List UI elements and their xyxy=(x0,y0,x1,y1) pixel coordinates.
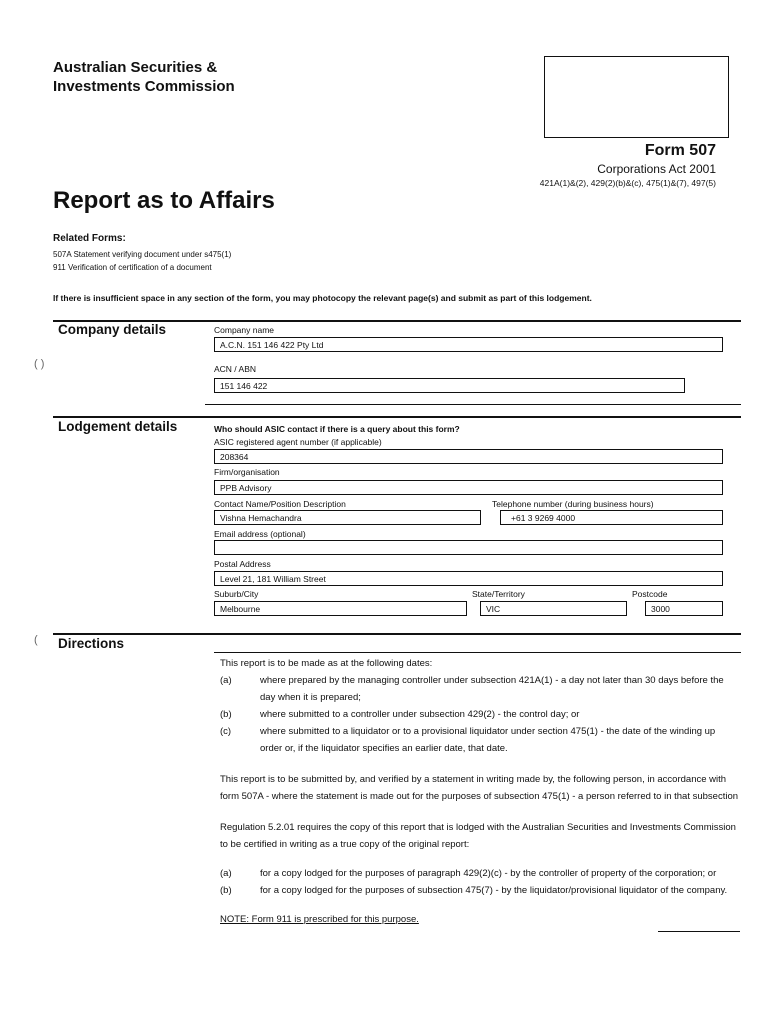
telephone-field[interactable]: +61 3 9269 4000 xyxy=(500,510,723,525)
postal-address-field[interactable]: Level 21, 181 William Street xyxy=(214,571,723,586)
suburb-field[interactable]: Melbourne xyxy=(214,601,467,616)
email-label: Email address (optional) xyxy=(214,529,306,539)
list-text: for a copy lodged for the purposes of subsection 475(7) - by the liquidator/provisional liquidator of the company. xyxy=(260,885,728,896)
list-text: for a copy lodged for the purposes of paragraph 429(2)(c) - by the controller of property of the corporation; or xyxy=(260,868,717,879)
abn-field[interactable]: 151 146 422 xyxy=(214,378,685,393)
related-form-item: 507A Statement verifying document under s475(1) xyxy=(53,250,232,259)
section-divider xyxy=(658,931,740,932)
company-name-label: Company name xyxy=(214,325,275,335)
section-divider xyxy=(214,652,741,653)
list-item xyxy=(220,706,740,723)
directions-note: NOTE: Form 911 is prescribed for this purpose. xyxy=(220,914,419,925)
list-text: where submitted to a liquidator or to a provisional liquidator under section 475(1) - the date of the winding up order or, if the liquidator specifies an earlier date, that date. xyxy=(260,726,716,754)
office-use-box xyxy=(544,56,729,138)
company-name-field[interactable]: A.C.N. 151 146 422 Pty Ltd xyxy=(214,337,723,352)
suburb-label: Suburb/City xyxy=(214,589,259,599)
section-divider xyxy=(53,633,741,635)
org-line-2: Investments Commission xyxy=(53,78,235,95)
scan-mark: ( xyxy=(34,634,38,646)
state-field[interactable]: VIC xyxy=(480,601,627,616)
list-marker: (b) xyxy=(220,709,232,720)
postcode-field[interactable]: 3000 xyxy=(645,601,723,616)
firm-field[interactable]: PPB Advisory xyxy=(214,480,723,495)
contact-name-field[interactable]: Vishna Hemachandra xyxy=(214,510,481,525)
directions-body xyxy=(220,655,740,928)
lodgement-section-title: Lodgement details xyxy=(58,419,178,434)
photocopy-note: If there is insufficient space in any section of the form, you may photocopy the relevant page(s) and submit as part of this lodgement. xyxy=(53,293,592,303)
firm-label: Firm/organisation xyxy=(214,467,280,477)
page-title: Report as to Affairs xyxy=(53,187,275,214)
list-item xyxy=(220,723,740,757)
directions-intro: This report is to be made as at the following dates: xyxy=(220,658,433,669)
agent-number-field[interactable]: 208364 xyxy=(214,449,723,464)
directions-paragraph: This report is to be submitted by, and verified by a statement in writing made by, the following person, in accordance with form 507A - where the statement is made out for the purposes of subsection 475(1) - a person referred to in that subsection xyxy=(220,774,739,802)
act-sections: 421A(1)&(2), 429(2)(b)&(c), 475(1)&(7), 497(5) xyxy=(539,178,716,188)
state-label: State/Territory xyxy=(472,589,525,599)
org-line-1: Australian Securities & xyxy=(53,59,218,76)
organisation-name xyxy=(53,58,235,96)
contact-question: Who should ASIC contact if there is a query about this form? xyxy=(214,424,460,434)
directions-section-title: Directions xyxy=(58,636,125,651)
company-section-title: Company details xyxy=(58,322,167,337)
email-field[interactable] xyxy=(214,540,723,555)
postcode-label: Postcode xyxy=(632,589,668,599)
agent-number-label: ASIC registered agent number (if applicable) xyxy=(214,437,382,447)
list-item xyxy=(220,865,740,882)
list-item xyxy=(220,672,740,706)
contact-name-label: Contact Name/Position Description xyxy=(214,499,346,509)
section-divider xyxy=(53,416,741,418)
list-marker: (a) xyxy=(220,868,232,879)
list-marker: (b) xyxy=(220,885,232,896)
form-number: Form 507 xyxy=(644,142,716,159)
list-text: where prepared by the managing controller under subsection 421A(1) - a day not later than 30 days before the day when it is prepared; xyxy=(260,675,724,703)
list-text: where submitted to a controller under subsection 429(2) - the control day; or xyxy=(260,709,580,720)
list-marker: (c) xyxy=(220,726,232,737)
section-divider xyxy=(205,404,741,405)
list-marker: (a) xyxy=(220,675,232,686)
telephone-label: Telephone number (during business hours) xyxy=(492,499,654,509)
scan-mark: ( ) xyxy=(34,358,45,370)
related-form-item: 911 Verification of certification of a document xyxy=(53,263,212,272)
related-forms-heading: Related Forms: xyxy=(53,233,126,244)
directions-paragraph: Regulation 5.2.01 requires the copy of this report that is lodged with the Australian Securities and Investments Commission to be certified in writing as a true copy of the original report: xyxy=(220,822,736,850)
list-item xyxy=(220,882,740,899)
abn-label: ACN / ABN xyxy=(214,364,257,374)
act-name: Corporations Act 2001 xyxy=(597,162,716,176)
postal-address-label: Postal Address xyxy=(214,559,271,569)
